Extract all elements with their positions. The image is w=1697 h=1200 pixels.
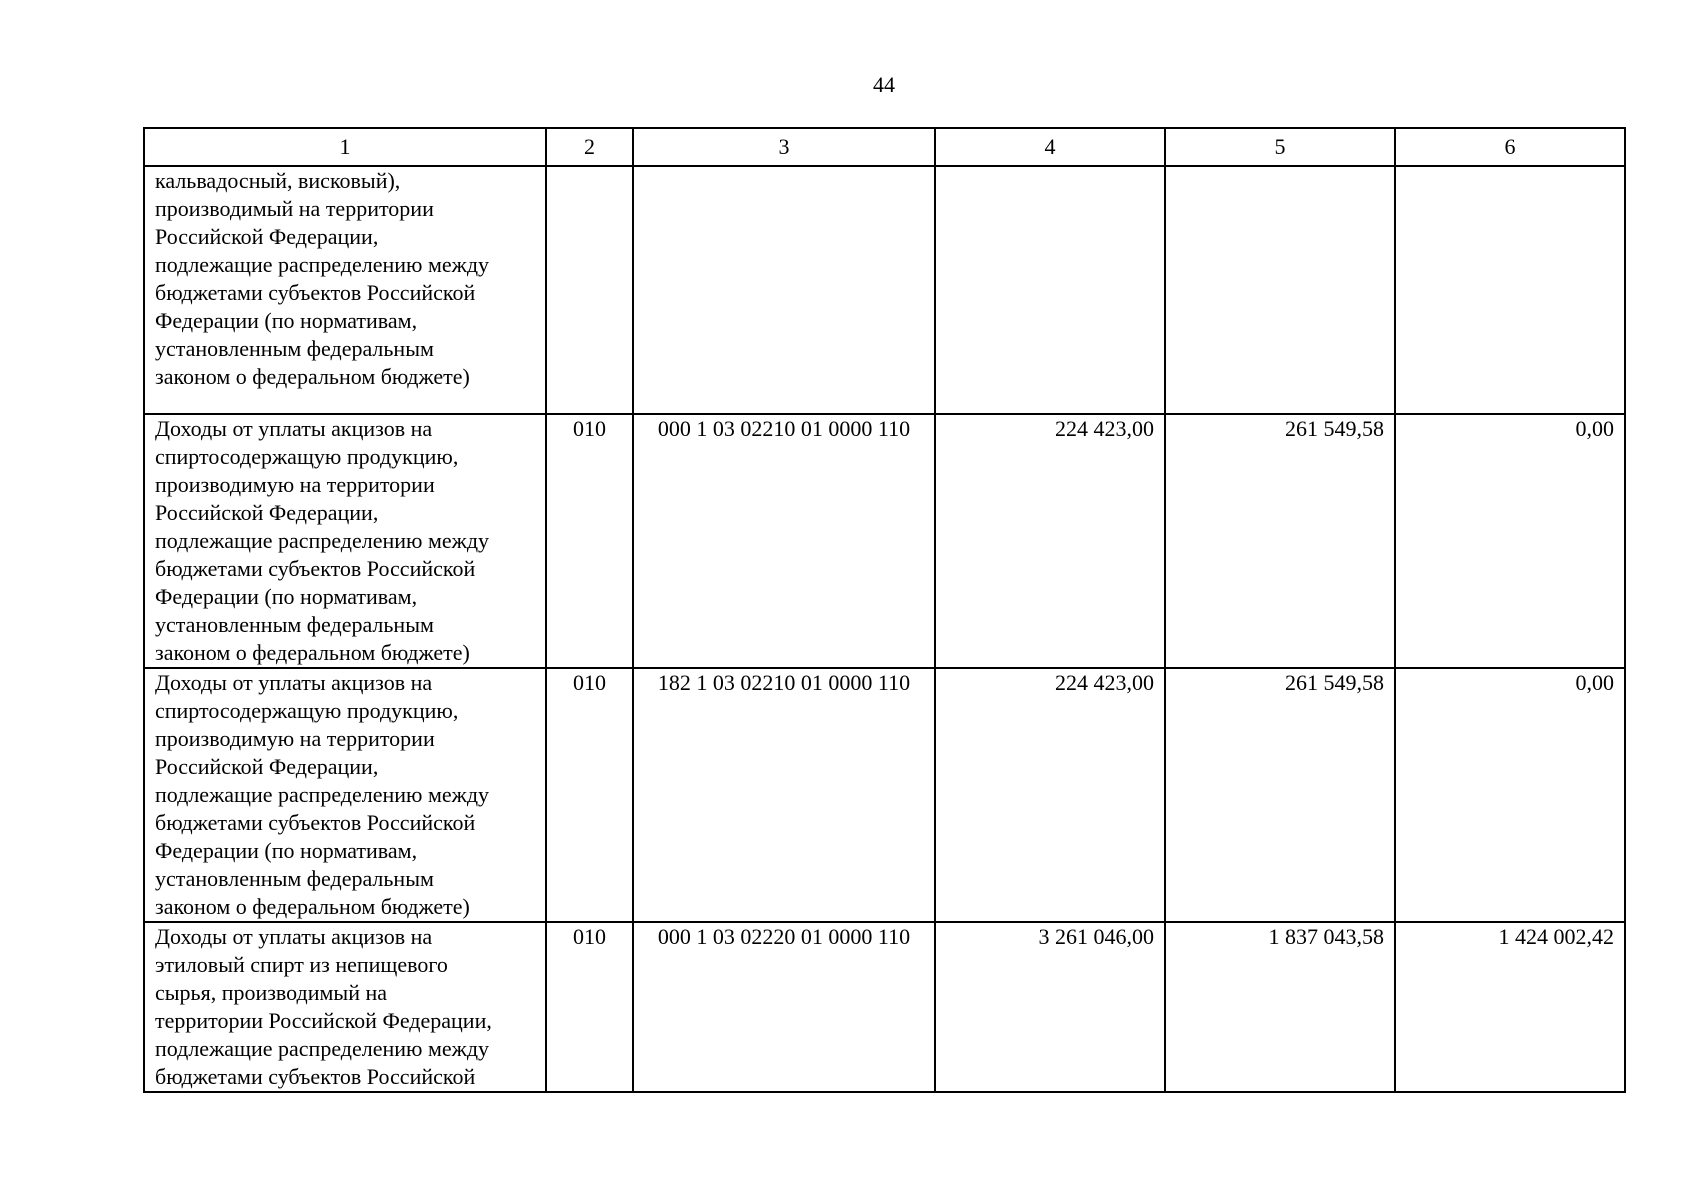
table-row: [144, 166, 1625, 414]
income-name-line: Федерации (по нормативам,: [155, 308, 418, 333]
table-row: [144, 668, 1625, 922]
income-name-line: сырья, производимый на: [155, 980, 388, 1005]
column-header: 6: [1395, 128, 1625, 166]
budget-code-cell: 000 1 03 02220 01 0000 110: [633, 922, 935, 1092]
table-header-row: [144, 128, 1625, 166]
income-name-line: Федерации (по нормативам,: [155, 584, 418, 609]
amount-cell: [935, 166, 1165, 414]
table-row: [144, 414, 1625, 668]
income-name-line: законом о федеральном бюджете): [155, 364, 470, 389]
income-name-line: установленным федеральным: [155, 866, 434, 891]
amount-cell: 0,00: [1395, 414, 1625, 668]
budget-code-cell: [633, 166, 935, 414]
income-name-line: производимую на территории: [155, 726, 435, 751]
line-code-cell: 010: [546, 668, 633, 922]
column-header: 1: [144, 128, 546, 166]
amount-cell: 3 261 046,00: [935, 922, 1165, 1092]
column-header: 3: [633, 128, 935, 166]
income-name-line: производимую на территории: [155, 472, 435, 497]
income-table: [143, 127, 1626, 1093]
table-row: [144, 922, 1625, 1092]
budget-code-cell: 000 1 03 02210 01 0000 110: [633, 414, 935, 668]
income-name-line: территории Российской Федерации,: [155, 1008, 492, 1033]
income-name-line: Российской Федерации,: [155, 754, 379, 779]
amount-cell: 224 423,00: [935, 668, 1165, 922]
line-code-cell: 010: [546, 414, 633, 668]
income-name-line: этиловый спирт из непищевого: [155, 952, 448, 977]
page-number: 44: [873, 72, 895, 97]
income-name-line: установленным федеральным: [155, 336, 434, 361]
income-name-line: спиртосодержащую продукцию,: [155, 444, 459, 469]
income-name-line: Российской Федерации,: [155, 500, 379, 525]
line-code-cell: [546, 166, 633, 414]
income-name-line: Доходы от уплаты акцизов на: [155, 670, 433, 695]
amount-cell: [1395, 166, 1625, 414]
amount-cell: [1165, 166, 1395, 414]
amount-cell: 0,00: [1395, 668, 1625, 922]
income-name-cell: [144, 166, 546, 414]
income-name-line: кальвадосный, висковый),: [155, 168, 401, 193]
income-name-line: подлежащие распределению между: [155, 252, 490, 277]
income-name-line: подлежащие распределению между: [155, 782, 490, 807]
income-name-line: производимый на территории: [155, 196, 434, 221]
income-name-line: бюджетами субъектов Российской: [155, 1064, 476, 1089]
amount-cell: 224 423,00: [935, 414, 1165, 668]
column-header: 4: [935, 128, 1165, 166]
income-name-line: бюджетами субъектов Российской: [155, 810, 476, 835]
amount-cell: 1 424 002,42: [1395, 922, 1625, 1092]
income-name-line: Доходы от уплаты акцизов на: [155, 924, 433, 949]
income-name-line: законом о федеральном бюджете): [155, 894, 470, 919]
income-name-cell: [144, 414, 546, 668]
income-name-line: законом о федеральном бюджете): [155, 640, 470, 665]
income-name-cell: [144, 922, 546, 1092]
amount-cell: 1 837 043,58: [1165, 922, 1395, 1092]
budget-code-cell: 182 1 03 02210 01 0000 110: [633, 668, 935, 922]
column-header: 5: [1165, 128, 1395, 166]
income-name-line: Доходы от уплаты акцизов на: [155, 416, 433, 441]
amount-cell: 261 549,58: [1165, 414, 1395, 668]
amount-cell: 261 549,58: [1165, 668, 1395, 922]
income-name-line: подлежащие распределению между: [155, 528, 490, 553]
line-code-cell: 010: [546, 922, 633, 1092]
income-name-line: бюджетами субъектов Российской: [155, 556, 476, 581]
income-name-line: подлежащие распределению между: [155, 1036, 490, 1061]
income-name-line: установленным федеральным: [155, 612, 434, 637]
income-name-line: Российской Федерации,: [155, 224, 379, 249]
income-name-line: Федерации (по нормативам,: [155, 838, 418, 863]
income-name-line: спиртосодержащую продукцию,: [155, 698, 459, 723]
income-name-line: бюджетами субъектов Российской: [155, 280, 476, 305]
income-name-cell: [144, 668, 546, 922]
column-header: 2: [546, 128, 633, 166]
